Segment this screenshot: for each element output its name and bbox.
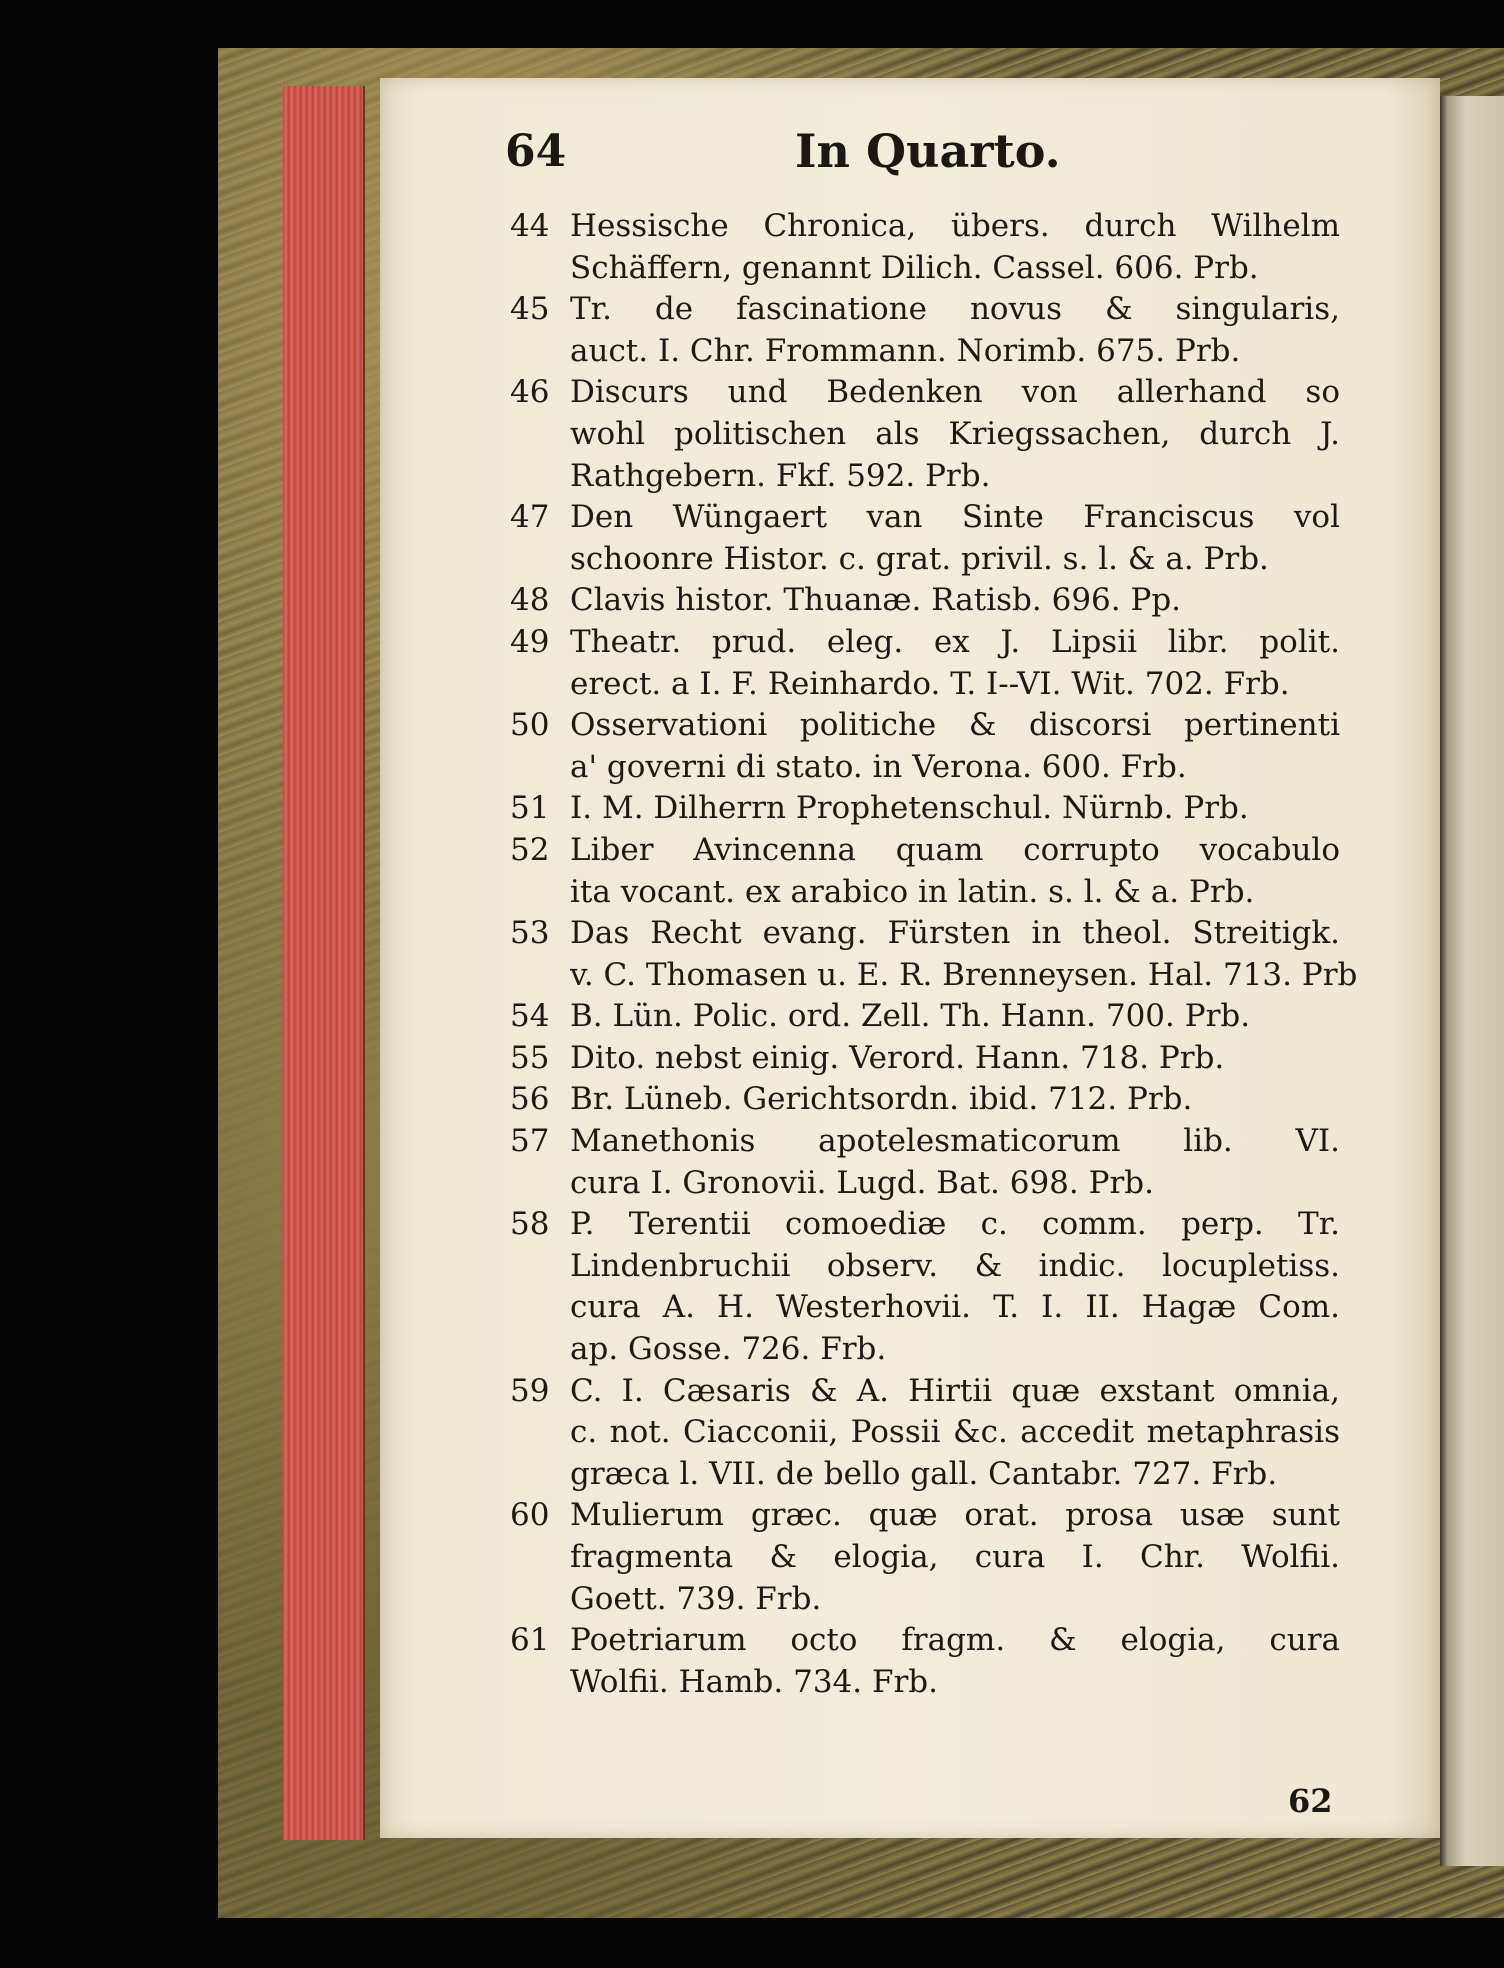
catalog-entry — [510, 1121, 1340, 1204]
catchword: 62 — [1288, 1782, 1333, 1820]
catalog-entry — [510, 622, 1340, 705]
entry-text-line: Liber Avincenna quam corrupto vocabulo — [570, 831, 1340, 868]
entry-text-line: ap. Gosse. 726. Frb. — [570, 1331, 887, 1368]
entry-number: 56 — [510, 1081, 550, 1118]
entry-text-line: Manethonis apotelesmaticorum lib. VI. — [570, 1123, 1340, 1160]
entry-text-line: Lindenbruchii observ. & indic. locupletiss. — [570, 1247, 1340, 1284]
entry-text-line: Goett. 739. Frb. — [570, 1580, 822, 1617]
entry-text-line: fragmenta & elogia, cura I. Chr. Wolfii. — [570, 1539, 1340, 1575]
entry-text-line: c. not. Ciacconii, Possii &c. accedit metaphrasis — [570, 1414, 1340, 1451]
entry-number: 59 — [510, 1372, 550, 1409]
entry-text-line: Wolfii. Hamb. 734. Frb. — [570, 1663, 939, 1700]
entry-text-line: Theatr. prud. eleg. ex J. Lipsii libr. polit. — [570, 623, 1340, 660]
entry-number: 55 — [510, 1039, 550, 1076]
entry-text-line: cura I. Gronovii. Lugd. Bat. 698. Prb. — [570, 1164, 1154, 1201]
catalog-entry — [510, 705, 1340, 788]
catalog-entry — [510, 1371, 1340, 1496]
entry-number: 50 — [510, 707, 550, 744]
entry-text-line: Das Recht evang. Fürsten in theol. Streitigk. — [570, 915, 1340, 952]
entry-text-line: Br. Lüneb. Gerichtsordn. ibid. 712. Prb. — [570, 1081, 1193, 1118]
entry-text-line: Tr. de fascinatione novus & singularis, — [570, 291, 1340, 328]
running-title: In Quarto. — [795, 124, 1061, 178]
entry-text-line: Schäffern, genannt Dilich. Cassel. 606. Prb. — [570, 249, 1259, 286]
entry-text-line: auct. I. Chr. Frommann. Norimb. 675. Prb. — [570, 332, 1241, 369]
entry-text-line: græca l. VII. de bello gall. Cantabr. 727. Frb. — [570, 1455, 1278, 1492]
entry-text-line: Clavis histor. Thuanæ. Ratisb. 696. Pp. — [570, 582, 1182, 619]
catalog-entry — [510, 830, 1340, 913]
entry-number: 57 — [510, 1123, 550, 1160]
catalog-entry — [510, 1495, 1340, 1620]
entry-number: 53 — [510, 915, 550, 952]
entry-text-line: C. I. Cæsaris & A. Hirtii quæ exstant omnia, — [570, 1372, 1340, 1409]
catalog-entry — [510, 788, 1340, 830]
entry-number: 48 — [510, 582, 550, 619]
catalog-entry — [510, 580, 1340, 622]
catalog-entries — [510, 206, 1358, 1703]
entry-number: 46 — [510, 374, 550, 411]
catalog-entry — [510, 996, 1340, 1038]
entry-number: 49 — [510, 623, 550, 660]
entry-number: 58 — [510, 1206, 550, 1243]
page-header — [505, 124, 1305, 184]
catalog-entry — [510, 497, 1340, 580]
entry-text-line: Dito. nebst einig. Verord. Hann. 718. Prb. — [570, 1039, 1225, 1076]
entry-text-line: Den Wüngaert van Sinte Franciscus vol — [570, 499, 1340, 536]
catalog-entry — [510, 372, 1340, 497]
entry-text-line: I. M. Dilherrn Prophetenschul. Nürnb. Prb. — [570, 790, 1249, 827]
entry-text-line: Rathgebern. Fkf. 592. Prb. — [570, 457, 991, 494]
entry-number: 54 — [510, 998, 550, 1035]
entry-number: 52 — [510, 831, 550, 868]
entry-text-line: schoonre Histor. c. grat. privil. s. l. & a. Prb. — [570, 540, 1269, 577]
entry-text-line: v. C. Thomasen u. E. R. Brenneysen. Hal. 713. Prb — [570, 956, 1358, 993]
catalog-entry — [510, 1079, 1340, 1121]
facing-page-edge — [1440, 96, 1504, 1866]
entry-number: 60 — [510, 1497, 550, 1534]
entry-text-line: erect. a I. F. Reinhardo. T. I--VI. Wit. 702. Frb. — [570, 665, 1290, 702]
entry-text-line: B. Lün. Polic. ord. Zell. Th. Hann. 700. Prb. — [570, 998, 1251, 1035]
entry-number: 51 — [510, 790, 550, 827]
entry-text-line: cura A. H. Westerhovii. T. I. II. Hagæ Com. — [570, 1289, 1340, 1326]
entry-text-line: Discurs und Bedenken von allerhand so — [570, 374, 1340, 411]
entry-number: 47 — [510, 499, 550, 536]
red-page-edges — [283, 86, 365, 1840]
catalog-entry — [510, 1204, 1340, 1370]
catalog-entry — [510, 289, 1340, 372]
entry-text-line: a' governi di stato. in Verona. 600. Frb. — [570, 748, 1187, 785]
catalog-entry — [510, 1620, 1340, 1703]
entry-text-line: Mulierum græc. quæ orat. prosa usæ sunt — [570, 1497, 1340, 1534]
catalog-entry — [510, 913, 1358, 996]
catalog-entry — [510, 1038, 1340, 1080]
entry-number: 44 — [510, 208, 550, 244]
entry-text-line: ita vocant. ex arabico in latin. s. l. & a. Prb. — [570, 873, 1255, 910]
entry-text-line: Osservationi politiche & discorsi pertinenti — [570, 707, 1340, 744]
entry-number: 61 — [510, 1622, 550, 1659]
catalog-entry — [510, 206, 1340, 289]
entry-text-line: Poetriarum octo fragm. & elogia, cura — [570, 1622, 1340, 1659]
entry-text-line: wohl politischen als Kriegssachen, durch J. — [570, 415, 1340, 452]
page-number: 64 — [505, 126, 567, 177]
entry-number: 45 — [510, 291, 550, 328]
entry-text-line: Hessische Chronica, übers. durch Wilhelm — [570, 208, 1340, 244]
entry-text-line: P. Terentii comoediæ c. comm. perp. Tr. — [570, 1206, 1340, 1243]
